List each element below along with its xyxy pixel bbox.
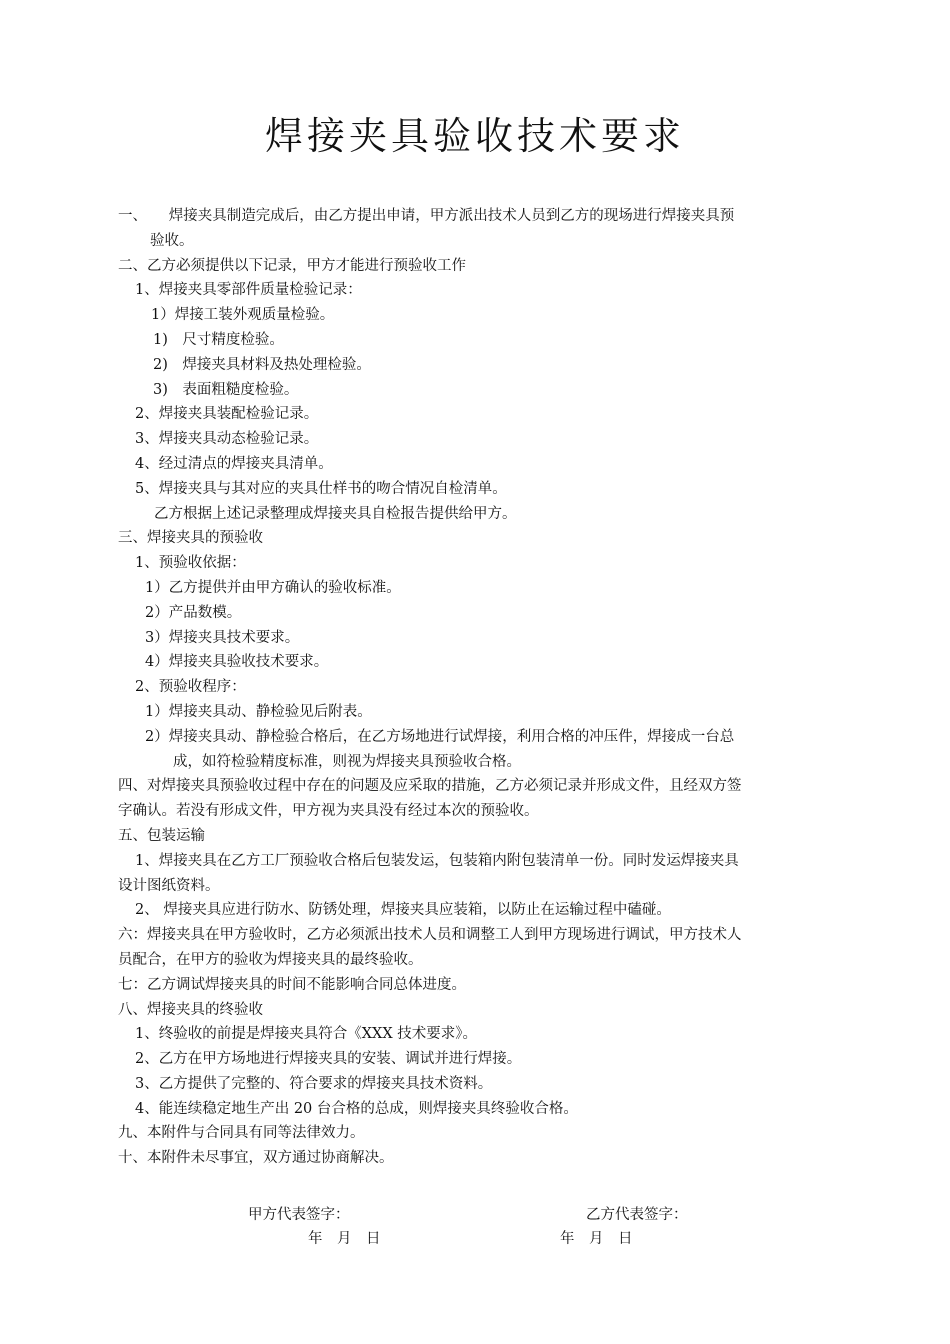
party-b-signature-label: 乙方代表签字： bbox=[586, 1207, 688, 1223]
document-title: 焊接夹具验收技术要求 bbox=[264, 114, 685, 158]
document-line: 二、乙方必须提供以下记录，甲方才能进行预验收工作 bbox=[118, 257, 466, 274]
document-line: 七：乙方调试焊接夹具的时间不能影响合同总体进度。 bbox=[118, 976, 466, 993]
document-line: 1、终验收的前提是焊接夹具符合《XXX 技术要求》。 bbox=[135, 1026, 478, 1043]
document-line: 5、焊接夹具与其对应的夹具仕样书的吻合情况自检清单。 bbox=[135, 480, 507, 497]
document-line: 1、焊接夹具零部件质量检验记录： bbox=[135, 282, 362, 299]
document-line: 乙方根据上述记录整理成焊接夹具自检报告提供给甲方。 bbox=[154, 505, 517, 522]
document-body bbox=[118, 204, 836, 1171]
document-line: 验收。 bbox=[150, 232, 194, 249]
document-line: 一、 焊接夹具制造完成后，由乙方提出申请，甲方派出技术人员到乙方的现场进行焊接夹具预 bbox=[118, 208, 735, 224]
party-a-date: 年 月 日 bbox=[308, 1231, 381, 1247]
document-line: 十、本附件未尽事宜，双方通过协商解决。 bbox=[118, 1150, 394, 1167]
document-line: 1) 尺寸精度检验。 bbox=[153, 331, 284, 348]
document-line: 2、乙方在甲方场地进行焊接夹具的安装、调试并进行焊接。 bbox=[135, 1051, 522, 1068]
document-line: 设计图纸资料。 bbox=[118, 877, 220, 894]
document-line: 三、焊接夹具的预验收 bbox=[118, 530, 263, 547]
document-line: 四、对焊接夹具预验收过程中存在的问题及应采取的措施，乙方必须记录并形成文件，且经双方签 bbox=[118, 778, 742, 795]
document-line: 3) 表面粗糙度检验。 bbox=[153, 381, 299, 398]
document-line: 2）产品数模。 bbox=[145, 604, 242, 621]
document-line: 2、 焊接夹具应进行防水、防锈处理，焊接夹具应装箱，以防止在运输过程中磕碰。 bbox=[135, 902, 671, 919]
document-line: 2）焊接夹具动、静检验合格后，在乙方场地进行试焊接，利用合格的冲压件，焊接成一台总 bbox=[145, 728, 735, 745]
document-line: 六：焊接夹具在甲方验收时，乙方必须派出技术人员和调整工人到甲方现场进行调试，甲方技术人 bbox=[118, 927, 742, 944]
document-line: 1）焊接工装外观质量检验。 bbox=[151, 307, 335, 324]
document-line: 1、焊接夹具在乙方工厂预验收合格后包装发运，包装箱内附包装清单一份。同时发运焊接夹具 bbox=[135, 852, 739, 869]
document-line: 成，如符检验精度标准，则视为焊接夹具预验收合格。 bbox=[173, 753, 521, 770]
document-line: 员配合，在甲方的验收为焊接夹具的最终验收。 bbox=[118, 951, 423, 968]
document-line: 字确认。若没有形成文件，甲方视为夹具没有经过本次的预验收。 bbox=[118, 803, 539, 820]
document-line: 3）焊接夹具技术要求。 bbox=[145, 629, 300, 646]
document-line: 1）乙方提供并由甲方确认的验收标准。 bbox=[145, 579, 401, 596]
party-b-date: 年 月 日 bbox=[560, 1231, 633, 1247]
document-line: 3、乙方提供了完整的、符合要求的焊接夹具技术资料。 bbox=[135, 1075, 493, 1092]
document-line: 2、焊接夹具装配检验记录。 bbox=[135, 406, 319, 423]
document-line: 4、能连续稳定地生产出 20 台合格的总成，则焊接夹具终验收合格。 bbox=[135, 1100, 578, 1117]
document-line: 3、焊接夹具动态检验记录。 bbox=[135, 431, 319, 448]
document-line: 1、预验收依据： bbox=[135, 555, 246, 572]
document-line: 九、本附件与合同具有同等法律效力。 bbox=[118, 1125, 365, 1142]
document-line: 五、包装运输 bbox=[118, 827, 205, 844]
document-line: 4、经过清点的焊接夹具清单。 bbox=[135, 455, 333, 472]
document-line: 八、焊接夹具的终验收 bbox=[118, 1001, 263, 1018]
party-a-signature-label: 甲方代表签字： bbox=[248, 1207, 350, 1223]
document-line: 4）焊接夹具验收技术要求。 bbox=[145, 654, 329, 671]
document-line: 2、预验收程序： bbox=[135, 679, 246, 696]
document-line: 2) 焊接夹具材料及热处理检验。 bbox=[153, 356, 371, 373]
document-line: 1）焊接夹具动、静检验见后附表。 bbox=[145, 703, 372, 720]
